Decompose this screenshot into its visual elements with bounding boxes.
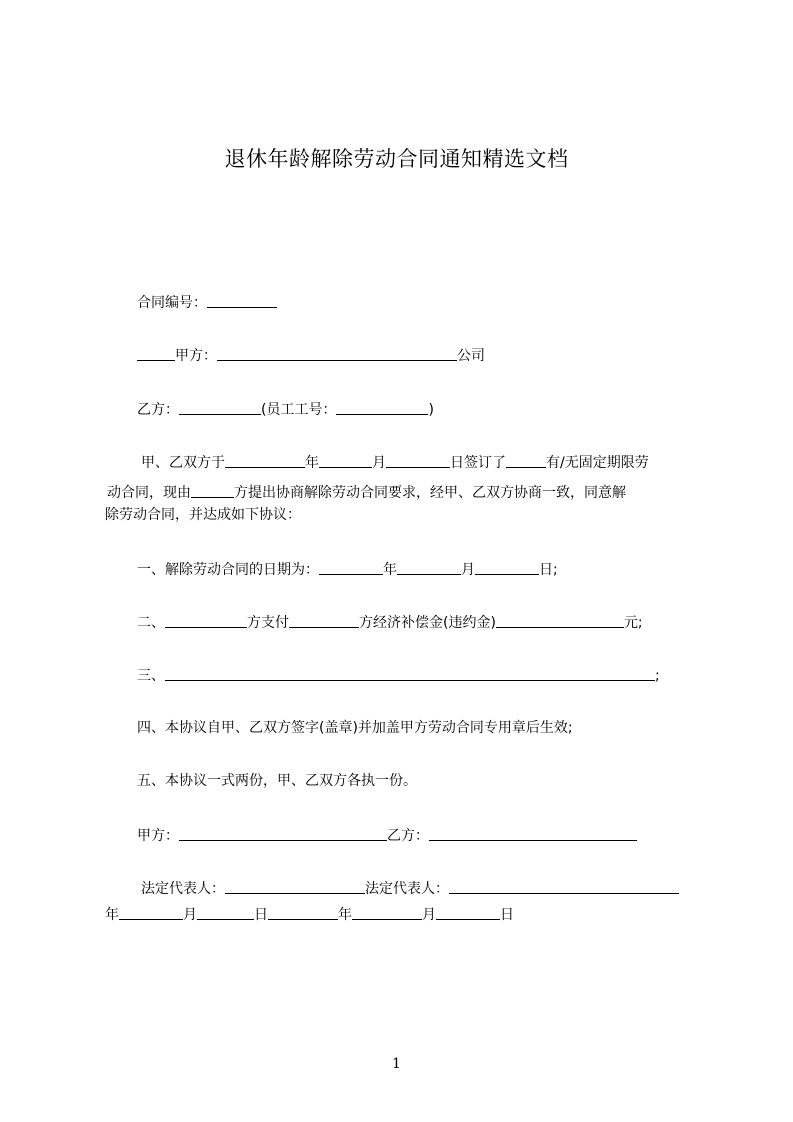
clause-2-comp: 方经济补偿金(违约金) [359, 615, 496, 631]
clause-2-amount-blank[interactable] [496, 612, 624, 628]
clause-1-year-blank[interactable] [319, 559, 383, 575]
clause-5-text: 五、本协议一式两份，甲、乙双方各执一份。 [137, 773, 417, 789]
date-b-month-blank[interactable] [352, 904, 422, 920]
date-a-year: 年 [105, 907, 119, 923]
date-b-year: 年 [338, 907, 352, 923]
legal-rep-line [141, 877, 679, 899]
employee-no-open: (员工工号： [261, 402, 337, 418]
intro-line-1 [141, 451, 649, 473]
intro-text: 甲、乙双方于 [141, 455, 225, 471]
party-a-line [137, 344, 485, 366]
clause-3 [137, 664, 660, 686]
intro-line-3 [105, 505, 301, 525]
rep-b-label: 法定代表人： [365, 881, 449, 897]
clause-2-payee-blank[interactable] [289, 612, 359, 628]
clause-1-label: 一、解除劳动合同的日期为： [137, 562, 319, 578]
date-a-month: 月 [183, 907, 197, 923]
employee-no-close: ) [428, 402, 434, 418]
clause-1-year: 年 [383, 562, 397, 578]
year-text: 年 [305, 455, 319, 471]
clause-2-pay: 方支付 [247, 615, 289, 631]
contract-number-line [137, 291, 277, 313]
party-a-name-blank[interactable] [217, 345, 457, 361]
clause-2-payer-blank[interactable] [165, 612, 247, 628]
date-a-month-blank[interactable] [119, 904, 183, 920]
clause-1-month-blank[interactable] [397, 559, 461, 575]
party-a-label: 甲方： [175, 348, 217, 364]
term-type-blank[interactable] [506, 452, 546, 468]
employee-no-blank[interactable] [336, 399, 428, 415]
date-a-day: 日 [254, 907, 268, 923]
sign-month-blank[interactable] [319, 452, 372, 468]
intro-text-3: 除劳动合同，并达成如下协议： [105, 507, 301, 523]
contract-number-label: 合同编号： [137, 295, 207, 311]
sign-party-b-blank[interactable] [429, 825, 637, 841]
date-b-day: 日 [500, 907, 514, 923]
sign-party-a-blank[interactable] [179, 825, 387, 841]
sign-day-blank[interactable] [386, 452, 450, 468]
clause-2-unit: 元; [623, 615, 643, 631]
clause-1-day: 日; [539, 562, 558, 578]
clause-5 [137, 771, 417, 791]
clause-2 [137, 611, 643, 633]
intro-text-2b: 方提出协商解除劳动合同要求，经甲、乙双方协商一致，同意解 [234, 485, 626, 501]
sign-year-blank[interactable] [225, 452, 305, 468]
day-signed-text: 日签订了 [450, 455, 506, 471]
date-a-day-blank[interactable] [197, 904, 254, 920]
party-a-prefix-blank[interactable] [137, 345, 175, 361]
clause-1 [137, 558, 558, 580]
clause-3-label: 三、 [137, 668, 165, 684]
clause-1-month: 月 [461, 562, 475, 578]
party-b-label: 乙方： [137, 402, 179, 418]
signature-date-line [105, 903, 514, 925]
proposer-blank[interactable] [191, 482, 234, 498]
sign-party-b-label: 乙方： [387, 828, 429, 844]
rep-b-blank[interactable] [449, 878, 679, 894]
party-b-line [137, 398, 434, 420]
clause-2-label: 二、 [137, 615, 165, 631]
document-title: 退休年龄解除劳动合同通知精选文档 [224, 147, 569, 171]
date-b-month: 月 [422, 907, 436, 923]
clause-4-text: 四、本协议自甲、乙双方签字(盖章)并加盖甲方劳动合同专用章后生效; [137, 720, 573, 736]
signature-party-line [137, 824, 637, 846]
company-suffix: 公司 [457, 348, 485, 364]
sign-party-a-label: 甲方： [137, 828, 179, 844]
page-number: 1 [392, 1056, 401, 1072]
rep-a-label: 法定代表人： [141, 881, 225, 897]
month-text: 月 [372, 455, 386, 471]
intro-line-2 [107, 481, 626, 503]
date-b-day-blank[interactable] [436, 904, 500, 920]
rep-a-blank[interactable] [225, 878, 365, 894]
intro-text-2: 动合同，现由 [107, 485, 191, 501]
clause-4 [137, 718, 573, 738]
date-b-year-blank[interactable] [268, 904, 338, 920]
term-type-text: 有/无固定期限劳 [546, 455, 649, 471]
party-b-name-blank[interactable] [179, 399, 261, 415]
clause-3-end: ; [655, 668, 660, 684]
clause-1-day-blank[interactable] [475, 559, 539, 575]
contract-number-blank[interactable] [207, 292, 277, 308]
clause-3-blank[interactable] [165, 665, 655, 681]
